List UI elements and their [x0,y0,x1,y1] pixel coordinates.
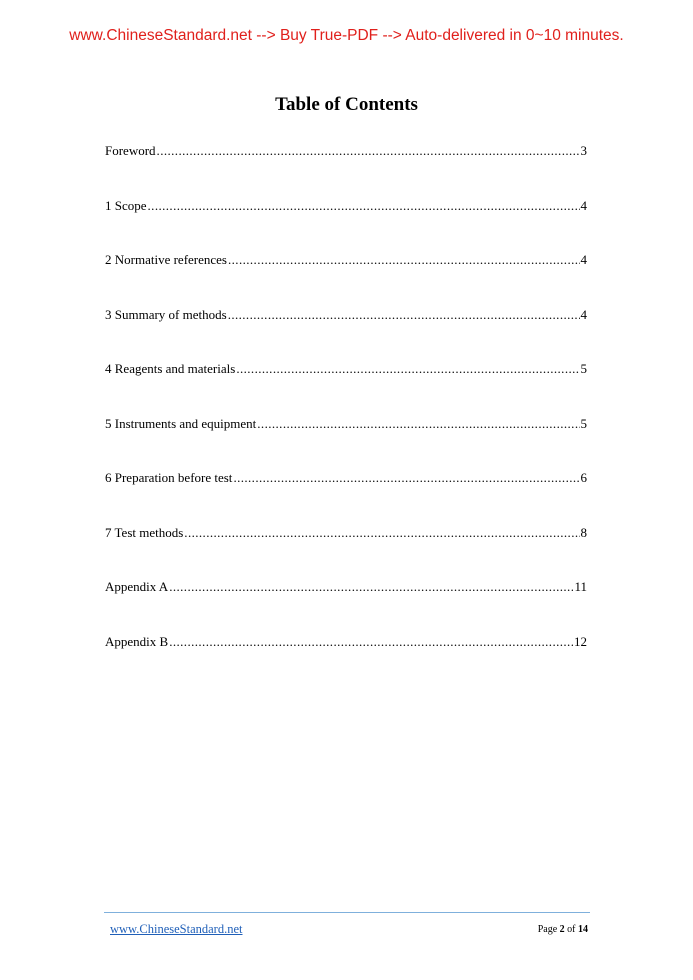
current-page-number: 2 [559,924,565,935]
toc-entry-reagents-and-materials[interactable] [105,360,587,415]
toc-dot-leader [148,197,580,215]
toc-dot-leader [257,415,579,433]
footer-divider [104,912,590,913]
toc-entry-label: Foreword [105,143,156,158]
toc-entry-label: 3 Summary of methods [105,306,227,322]
toc-entry-label: Appendix A [105,579,169,594]
toc-entry-page: 8 [580,524,587,540]
toc-dot-leader [169,633,573,651]
toc-entry-label: 7 Test methods [105,524,184,540]
toc-entry-foreword[interactable] [105,142,587,197]
toc-entry-label: 1 Scope [105,197,147,213]
page-prefix: Page [537,924,558,935]
toc-dot-leader [228,251,580,269]
page-number [538,924,588,935]
toc-entry-instruments-and-equipment[interactable] [105,415,587,470]
toc-entry-page: 4 [580,197,587,213]
toc-entry-label: 5 Instruments and equipment [105,415,257,431]
toc-dot-leader [169,578,573,596]
page-of-label: of [567,924,576,935]
toc-dot-leader [184,524,579,542]
footer-website-link[interactable]: www.ChineseStandard.net [110,922,243,936]
toc-entry-summary-of-methods[interactable] [105,306,587,361]
toc-entry-preparation-before-test[interactable] [105,469,587,524]
toc-entry-test-methods[interactable] [105,524,587,579]
toc-entry-page: 5 [580,361,587,376]
toc-entry-appendix-b[interactable] [105,633,587,688]
toc-entry-scope[interactable] [105,197,587,252]
toc-entry-appendix-a[interactable] [105,578,587,633]
page-title: Table of Contents [275,94,418,115]
toc-entry-page: 5 [580,415,587,431]
toc-entry-page: 4 [580,306,587,322]
toc-entry-page: 4 [580,252,587,267]
toc-dot-leader [157,142,580,160]
toc-dot-leader [228,306,580,324]
total-pages-number: 14 [578,924,588,935]
toc-entry-label: 6 Preparation before test [105,470,233,485]
header-banner-link[interactable]: www.ChineseStandard.net --> Buy True-PDF --> Auto-delivered in 0~10 minutes. [69,27,624,44]
toc-entry-page: 3 [580,143,587,158]
toc-dot-leader [236,360,579,378]
toc-entry-label: 4 Reagents and materials [105,361,236,376]
toc-entry-page: 6 [580,470,587,485]
toc-entry-label: Appendix B [105,633,169,649]
table-of-contents [105,142,587,687]
toc-dot-leader [233,469,579,487]
toc-entry-label: 2 Normative references [105,252,227,267]
toc-entry-page: 11 [574,579,587,594]
toc-entry-normative-references[interactable] [105,251,587,306]
toc-entry-page: 12 [574,633,587,649]
